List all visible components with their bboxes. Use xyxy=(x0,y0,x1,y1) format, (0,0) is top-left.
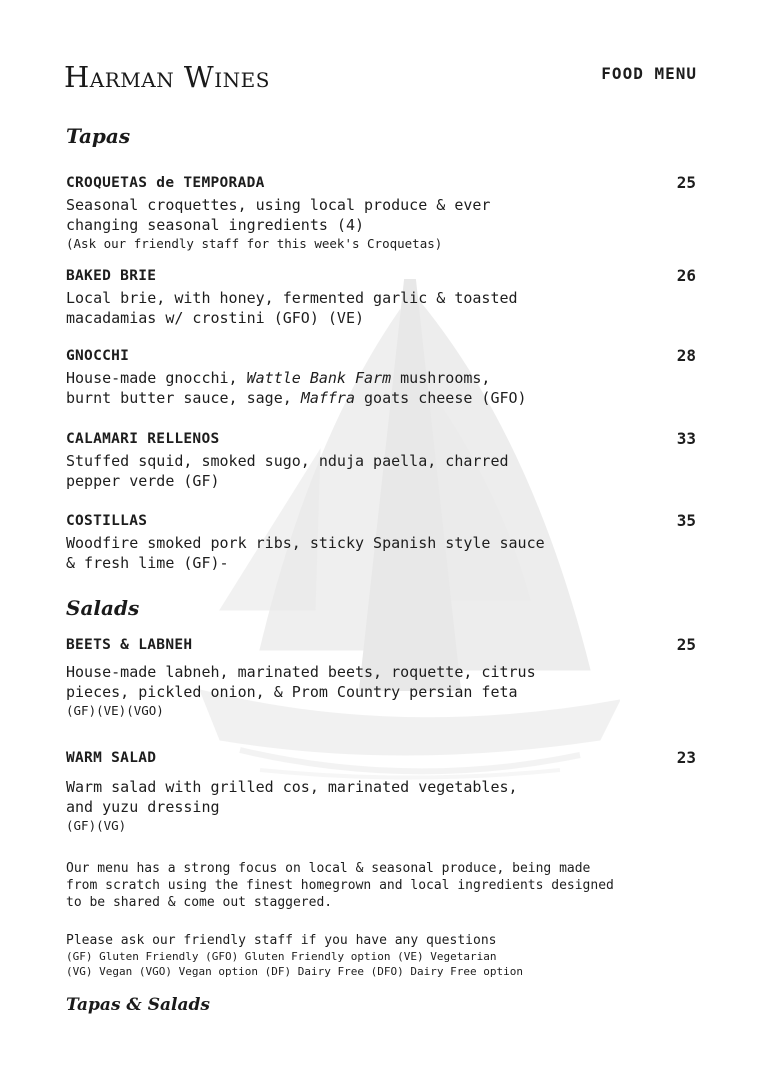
desc-line: changing seasonal ingredients (4) xyxy=(66,216,365,234)
desc-line xyxy=(66,368,636,388)
item-description xyxy=(66,777,636,817)
menu-item-costillas xyxy=(66,511,696,573)
menu-focus-note xyxy=(66,860,706,911)
item-description xyxy=(66,451,636,491)
section-heading-tapas: Tapas xyxy=(66,124,131,148)
item-name: BEETS & LABNEH xyxy=(66,637,193,653)
desc-text: mushrooms, xyxy=(391,369,491,387)
item-price: 25 xyxy=(676,173,696,192)
dietary-tags: (GF)(VE)(VGO) xyxy=(66,703,164,718)
dietary-tags: (GF)(VG) xyxy=(66,818,127,833)
desc-line: Stuffed squid, smoked sugo, nduja paella, charred xyxy=(66,452,509,470)
menu-item-calamari-rellenos xyxy=(66,429,696,491)
ask-staff-line: Please ask our friendly staff if you have any questions xyxy=(66,933,497,948)
desc-line: House-made labneh, marinated beets, roquette, citrus xyxy=(66,663,536,681)
desc-line: pieces, pickled onion, & Prom Country persian feta xyxy=(66,683,518,701)
menu-item-baked-brie xyxy=(66,266,696,328)
item-description xyxy=(66,662,636,702)
item-name: BAKED BRIE xyxy=(66,268,157,284)
section-heading-salads: Salads xyxy=(66,596,140,620)
item-name: CALAMARI RELLENOS xyxy=(66,431,220,447)
page-footer-title: Tapas & Salads xyxy=(66,995,210,1015)
item-name: COSTILLAS xyxy=(66,513,148,529)
menu-label: FOOD MENU xyxy=(601,64,697,83)
desc-text: burnt butter sauce, sage, xyxy=(66,389,301,407)
place-name: Maffra xyxy=(300,389,355,407)
item-price: 33 xyxy=(676,429,696,448)
item-name: WARM SALAD xyxy=(66,750,157,766)
brand-title: Harman Wines xyxy=(64,60,270,94)
item-name: CROQUETAS de TEMPORADA xyxy=(66,175,265,191)
menu-item-gnocchi xyxy=(66,346,696,408)
desc-line: Woodfire smoked pork ribs, sticky Spanish style sauce xyxy=(66,534,545,552)
farm-name: Wattle Bank Farm xyxy=(246,369,392,387)
item-price: 26 xyxy=(676,266,696,285)
item-description xyxy=(66,533,636,573)
item-price: 35 xyxy=(676,511,696,530)
item-price: 23 xyxy=(676,748,696,767)
item-description xyxy=(66,195,636,235)
desc-line: Warm salad with grilled cos, marinated vegetables, xyxy=(66,778,518,796)
legend-line: (VG) Vegan (VGO) Vegan option (DF) Dairy Free (DFO) Dairy Free option xyxy=(66,965,523,978)
item-description xyxy=(66,288,636,328)
desc-line: pepper verde (GF) xyxy=(66,472,220,490)
desc-line: and yuzu dressing xyxy=(66,798,220,816)
desc-line: Local brie, with honey, fermented garlic & toasted xyxy=(66,289,518,307)
desc-text: goats cheese (GFO) xyxy=(355,389,527,407)
desc-text: House-made gnocchi, xyxy=(66,369,247,387)
menu-item-beets-labneh xyxy=(66,635,696,720)
note-line: from scratch using the finest homegrown and local ingredients designed xyxy=(66,878,614,893)
legend-line: (GF) Gluten Friendly (GFO) Gluten Friendly option (VE) Vegetarian xyxy=(66,950,497,963)
dietary-legend xyxy=(66,932,706,979)
note-line: Our menu has a strong focus on local & seasonal produce, being made xyxy=(66,861,591,876)
note-line: to be shared & come out staggered. xyxy=(66,895,333,910)
item-description xyxy=(66,368,636,408)
desc-line: & fresh lime (GF)- xyxy=(66,554,229,572)
menu-item-croquetas xyxy=(66,173,696,253)
item-note: (Ask our friendly staff for this week's Croquetas) xyxy=(66,236,443,251)
item-price: 25 xyxy=(676,635,696,654)
desc-line: Seasonal croquettes, using local produce & ever xyxy=(66,196,491,214)
desc-line: macadamias w/ crostini (GFO) (VE) xyxy=(66,309,365,327)
item-price: 28 xyxy=(676,346,696,365)
desc-line xyxy=(66,388,636,408)
menu-item-warm-salad xyxy=(66,748,696,835)
item-name: GNOCCHI xyxy=(66,348,130,364)
